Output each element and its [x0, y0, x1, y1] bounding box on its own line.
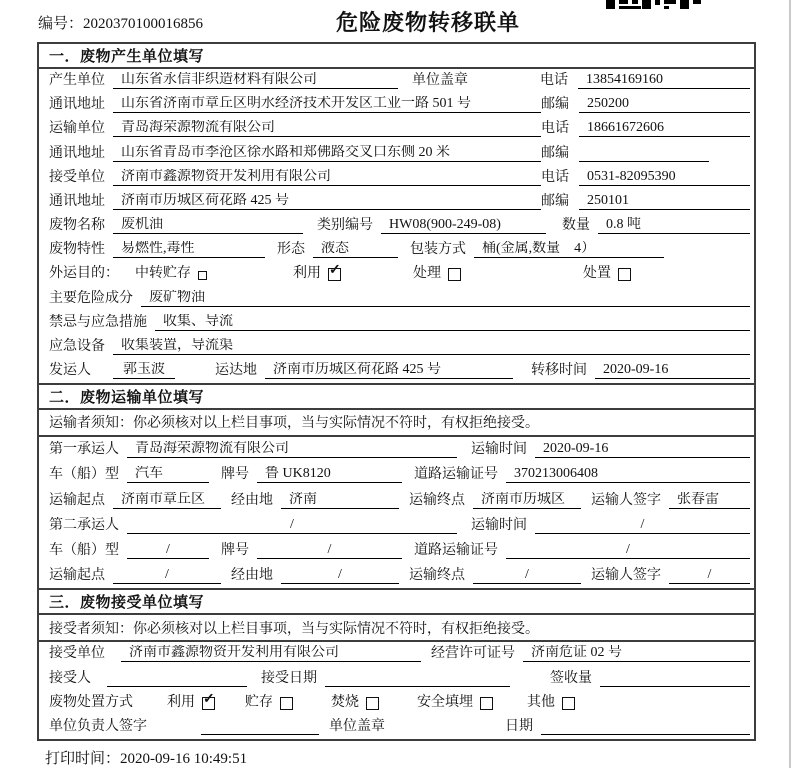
receiver-label: 接受单位 [49, 169, 105, 185]
carrier-signature-field: 张春雷 [669, 492, 750, 509]
section2-title: 二．废物运输单位填写 [39, 383, 754, 410]
plate-field: / [257, 542, 402, 559]
checkbox-unchecked [480, 697, 493, 710]
emergency-measures-field: 收集、导流 [155, 314, 750, 331]
address-label: 通讯地址 [49, 193, 105, 209]
producer-label: 产生单位 [49, 72, 105, 88]
phone-group [541, 166, 750, 186]
endpoint-label: 运输终点 [409, 492, 465, 508]
option-label: 安全填埋 [417, 694, 473, 710]
qr-code-fragment [606, 0, 701, 9]
address-label: 通讯地址 [49, 145, 105, 161]
emergency-equipment-label: 应急设备 [49, 339, 105, 355]
property-field: 易燃性,毒性 [113, 241, 265, 258]
zip-field-blank [579, 146, 709, 162]
received-amount-field [600, 671, 750, 687]
plate-label: 牌号 [221, 543, 249, 559]
manifest-form [37, 42, 756, 741]
plate-field: 鲁 UK8120 [257, 466, 402, 483]
quantity-field: 0.8 吨 [598, 217, 750, 234]
checkbox-checked [202, 691, 215, 710]
serial-number [38, 12, 203, 33]
row-emergency-equipment [39, 335, 754, 359]
check-mark: ✓ [329, 263, 341, 279]
endpoint-label: 运输终点 [409, 568, 465, 584]
via-label: 经由地 [231, 568, 273, 584]
zip-field: 250101 [579, 193, 750, 210]
plate-label: 牌号 [221, 467, 249, 483]
purpose-label: 外运目的： [49, 266, 119, 282]
row-transfer-purpose [39, 262, 754, 286]
option-label: 其他 [527, 694, 555, 710]
serial-value: 2020370100016856 [83, 16, 204, 32]
endpoint-field: 济南市历城区 [473, 492, 581, 509]
responsible-signature-field [201, 719, 319, 735]
transport-date-field: / [535, 517, 750, 534]
row-first-carrier [39, 437, 754, 462]
zip-field: 250200 [579, 96, 750, 113]
transport-date-label: 运输时间 [471, 517, 527, 533]
responsible-signature-label: 单位负责人签字 [49, 719, 147, 735]
date-label: 日期 [505, 719, 533, 735]
origin-label: 运输起点 [49, 568, 105, 584]
section1-title: 一．废物产生单位填写 [39, 44, 754, 69]
address-field: 济南市历城区荷花路 425 号 [113, 193, 541, 210]
date-field [541, 719, 750, 735]
checkbox-checked [328, 263, 341, 281]
emergency-equipment-field: 收集装置，导流渠 [113, 338, 750, 355]
transport-date-label: 运输时间 [471, 442, 527, 457]
option-label: 利用 [167, 694, 195, 710]
option-label: 中转贮存 [135, 266, 191, 282]
row-transporter [39, 117, 754, 141]
phone-label: 电话 [541, 169, 569, 185]
checkbox-unchecked [280, 697, 293, 710]
receive-date-label: 接受日期 [261, 670, 317, 686]
road-permit-label: 道路运输证号 [414, 543, 498, 559]
address-field: 山东省青岛市李沧区徐水路和郑佛路交叉口东侧 20 米 [113, 145, 541, 162]
option-landfill [417, 691, 493, 711]
endpoint-field: / [473, 567, 581, 584]
form-state-label: 形态 [277, 242, 305, 258]
option-label: 处理 [413, 266, 441, 282]
row-waste-name [39, 214, 754, 238]
option-other [527, 691, 575, 711]
first-carrier-label: 第一承运人 [49, 442, 119, 457]
option-utilize [167, 691, 215, 711]
row-second-carrier [39, 513, 754, 538]
option-utilize [293, 262, 341, 282]
row-vehicle [39, 462, 754, 487]
transfer-date-field: 2020-09-16 [595, 362, 750, 379]
vehicle-type-label: 车（船）型 [49, 467, 119, 483]
unit-seal-label: 单位盖章 [329, 719, 385, 735]
first-carrier-field: 青岛海荣源物流有限公司 [127, 441, 457, 458]
producer-field: 山东省永信非织造材料有限公司 [113, 72, 398, 89]
transporter-label: 运输单位 [49, 121, 105, 137]
receiver-notice: 接受者须知：你必须核对以上栏目事项，当与实际情况不符时，有权拒绝接受。 [39, 615, 754, 642]
row-receiving-person [39, 666, 754, 690]
row-receiving-unit [39, 642, 754, 666]
shipper-label: 发运人 [49, 363, 91, 379]
form-state-field: 液态 [313, 241, 398, 258]
zip-group [541, 142, 750, 162]
option-incinerate [331, 691, 379, 711]
transport-date-field: 2020-09-16 [535, 441, 750, 458]
phone-field: 13854169160 [578, 72, 750, 89]
receiving-unit-field: 济南市鑫源物资开发利用有限公司 [121, 645, 421, 662]
check-mark: ✓ [203, 691, 215, 707]
waste-name-label: 废物名称 [49, 218, 105, 234]
phone-label: 电话 [540, 72, 568, 88]
second-carrier-field: / [127, 517, 457, 534]
checkbox-unchecked [366, 697, 379, 710]
print-time-label: 打印时间： [45, 751, 121, 767]
quantity-label: 数量 [562, 218, 590, 234]
phone-field: 18661672606 [579, 120, 750, 137]
row-route2 [39, 563, 754, 588]
page-title: 危险废物转移联单 [336, 10, 521, 35]
checkbox-unchecked [562, 697, 575, 710]
phone-label: 电话 [541, 121, 569, 137]
row-producer-address [39, 93, 754, 117]
address-label: 通讯地址 [49, 97, 105, 113]
row-waste-property [39, 238, 754, 262]
option-label: 贮存 [245, 694, 273, 710]
checkbox-unchecked [198, 271, 207, 280]
packaging-label: 包装方式 [410, 242, 466, 258]
transporter-notice: 运输者须知：你必须核对以上栏目事项，当与实际情况不符时，有权拒绝接受。 [39, 410, 754, 437]
row-emergency-measures [39, 311, 754, 335]
packaging-field: 桶(金属,数量 4） [474, 241, 664, 258]
origin-field: 济南市章丘区 [113, 492, 221, 509]
origin-field: / [113, 567, 221, 584]
receiving-unit-label: 接受单位 [49, 646, 105, 662]
checkbox-unchecked [618, 268, 631, 281]
section3-title: 三．废物接受单位填写 [39, 588, 754, 615]
zip-label: 邮编 [541, 193, 569, 209]
row-producer [39, 69, 754, 93]
zip-group [541, 190, 750, 210]
destination-field: 济南市历城区荷花路 425 号 [265, 362, 513, 379]
row-shipper [39, 359, 754, 383]
receive-date-field [325, 671, 510, 687]
address-field: 山东省济南市章丘区明水经济技术开发区工业一路 501 号 [113, 96, 541, 113]
carrier-signature-field: / [669, 567, 750, 584]
transfer-date-label: 转移时间 [531, 363, 587, 379]
emergency-measures-label: 禁忌与应急措施 [49, 314, 147, 330]
disposal-method-label: 废物处置方式 [49, 694, 133, 710]
transporter-field: 青岛海荣源物流有限公司 [113, 120, 541, 137]
vehicle-type-field: / [127, 542, 209, 559]
print-time [45, 747, 247, 768]
phone-field: 0531-82095390 [579, 169, 750, 186]
license-label: 经营许可证号 [431, 646, 515, 662]
serial-label: 编号： [38, 16, 84, 32]
vehicle-type-label: 车（船）型 [49, 543, 119, 559]
option-dispose [583, 262, 631, 282]
vehicle-type-field: 汽车 [127, 466, 209, 483]
option-label: 焚烧 [331, 694, 359, 710]
zip-label: 邮编 [541, 97, 569, 113]
carrier-signature-label: 运输人签字 [591, 492, 661, 508]
hazard-components-label: 主要危险成分 [49, 290, 133, 306]
option-label: 利用 [293, 266, 321, 282]
row-transporter-address [39, 141, 754, 165]
origin-label: 运输起点 [49, 492, 105, 508]
option-transit-storage [135, 262, 207, 282]
category-code-label: 类别编号 [317, 218, 373, 234]
zip-group [541, 93, 750, 113]
second-carrier-label: 第二承运人 [49, 517, 119, 533]
carrier-signature-label: 运输人签字 [591, 568, 661, 584]
row-vehicle2 [39, 538, 754, 563]
receiver-field: 济南市鑫源物资开发利用有限公司 [113, 169, 541, 186]
via-field: / [281, 567, 399, 584]
window-edge-line [789, 0, 791, 768]
checkbox-unchecked [448, 268, 461, 281]
license-field: 济南危证 02 号 [523, 645, 750, 662]
receiving-person-field [107, 671, 247, 687]
row-responsible-signature [39, 715, 754, 739]
road-permit-field: / [506, 542, 750, 559]
road-permit-label: 道路运输证号 [414, 467, 498, 483]
row-route [39, 487, 754, 512]
via-label: 经由地 [231, 492, 273, 508]
shipper-field: 郭玉波 [113, 362, 175, 379]
print-time-value: 2020-09-16 10:49:51 [120, 751, 248, 767]
row-disposal-method [39, 691, 754, 715]
zip-label: 邮编 [541, 145, 569, 161]
category-code-field: HW08(900-249-08) [381, 217, 546, 234]
via-field: 济南 [281, 492, 399, 509]
option-treat [413, 262, 461, 282]
row-receiver [39, 166, 754, 190]
row-receiver-address [39, 190, 754, 214]
receiving-person-label: 接受人 [49, 670, 91, 686]
hazard-components-field: 废矿物油 [141, 290, 750, 307]
option-label: 处置 [583, 266, 611, 282]
property-label: 废物特性 [49, 242, 105, 258]
road-permit-field: 370213006408 [506, 466, 750, 483]
destination-label: 运达地 [215, 363, 257, 379]
waste-name-field: 废机油 [113, 217, 303, 234]
received-amount-label: 签收量 [550, 670, 592, 686]
row-hazard-components [39, 286, 754, 310]
phone-group [541, 117, 750, 137]
option-storage [245, 691, 293, 711]
unit-seal-label: 单位盖章 [412, 72, 468, 88]
phone-group [540, 69, 750, 89]
